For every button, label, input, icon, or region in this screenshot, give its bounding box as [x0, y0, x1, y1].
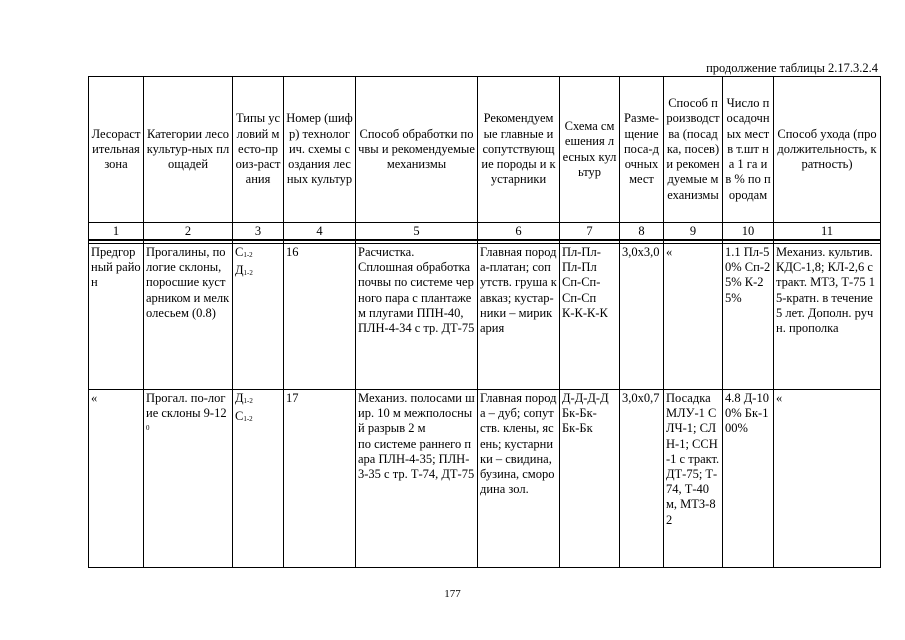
condition-code: Д1-2: [235, 391, 253, 405]
soil-line: по системе раннего пара ПЛН-4-35; ПЛН-3-35 с тр. Т-74, ДТ-75: [358, 436, 475, 482]
zone-cell: «: [89, 390, 144, 568]
header-count: Число посадочных мест в т.шт на 1 га и в % по породам: [723, 77, 774, 223]
column-number: 8: [620, 223, 664, 241]
care-cell: «: [774, 390, 881, 568]
column-number: 6: [478, 223, 560, 241]
mixing-cell: [560, 390, 620, 568]
header-placement: Разме-щение поса-дочных мест: [620, 77, 664, 223]
header-category: Категории лесокультур-ных площадей: [144, 77, 233, 223]
conditions-cell: [233, 244, 284, 390]
column-number: 9: [664, 223, 723, 241]
mixing-line: Бк-Бк-: [562, 406, 597, 421]
header-scheme-no: Номер (шифр) технологич. схемы создания лесных культур: [284, 77, 356, 223]
table-row: [89, 244, 881, 390]
count-cell: 4.8 Д-100% Бк-100%: [723, 390, 774, 568]
table-caption: продолжение таблицы 2.17.3.2.4: [706, 61, 878, 75]
header-conditions: Типы условий место-произ-растания: [233, 77, 284, 223]
mixing-line: К-К-К-К: [562, 305, 608, 320]
column-number: 11: [774, 223, 881, 241]
header-zone: Лесорастительная зона: [89, 77, 144, 223]
count-cell: 1.1 Пл-50% Сп-25% К-25%: [723, 244, 774, 390]
header-soil: Способ обработки почвы и рекомендуемые механизмы: [356, 77, 478, 223]
header-mixing: Схема смешения лесных культур: [560, 77, 620, 223]
conditions-cell: [233, 390, 284, 568]
scheme-no-cell: 17: [284, 390, 356, 568]
mixing-line: Пл-Пл-: [562, 245, 601, 259]
forestry-table: [88, 76, 881, 568]
category-cell: Прогалины, пологие склоны, поросшие кустарником и мелколесьем (0.8): [144, 244, 233, 390]
header-row: [89, 77, 881, 223]
condition-code: С1-2: [235, 245, 253, 259]
zone-cell: Предгорный район: [89, 244, 144, 390]
soil-line: Расчистка.: [358, 245, 415, 259]
care-cell: Механиз. культив. КДС-1,8; КЛ-2,6 с тракт. МТЗ, Т-75 15-кратн. в течение 5 лет. Дополн. ручн. прополка: [774, 244, 881, 390]
species-cell: Главная порода-платан; сопутств. груша кавказ; кустар-ники – мирикария: [478, 244, 560, 390]
soil-line: Механиз. полосами шир. 10 м межполосный разрыв 2 м: [358, 391, 475, 436]
mixing-line: Сп-Сп-: [562, 275, 601, 290]
soil-cell: [356, 244, 478, 390]
column-number: 7: [560, 223, 620, 241]
table-row: [89, 390, 881, 568]
species-cell: Главная порода – дуб; сопутств. клены, ясень; кустарники – свидина, бузина, смородина зол.: [478, 390, 560, 568]
header-species: Рекомендуемые главные и сопутствующие породы и кустарники: [478, 77, 560, 223]
mixing-line: Д-Д-Д-Д: [562, 391, 609, 405]
condition-code: С1-2: [235, 409, 253, 424]
production-cell: «: [664, 244, 723, 390]
header-production: Способ производства (посадка, посев) и рекомендуемые механизмы: [664, 77, 723, 223]
mixing-line: Пл-Пл: [562, 260, 597, 275]
column-number: 1: [89, 223, 144, 241]
condition-code: Д1-2: [235, 263, 253, 278]
column-number: 10: [723, 223, 774, 241]
production-cell: Посадка МЛУ-1 СЛЧ-1; СЛН-1; ССН-1 с тракт. ДТ-75; Т-74, Т-40м, МТЗ-82: [664, 390, 723, 568]
column-number-row: [89, 223, 881, 241]
soil-cell: [356, 390, 478, 568]
mixing-line: Сп-Сп: [562, 290, 597, 305]
mixing-cell: [560, 244, 620, 390]
category-cell: Прогал. по-логие склоны $9-12^0$: [144, 390, 233, 568]
column-number: 4: [284, 223, 356, 241]
soil-line: Сплошная обработка почвы по системе черного пара с плантажем плугами ППН-40, ПЛН-4-34 с тр. ДТ-75: [358, 260, 475, 336]
mixing-line: Бк-Бк: [562, 421, 593, 436]
column-number: 2: [144, 223, 233, 241]
scheme-no-cell: 16: [284, 244, 356, 390]
placement-cell: 3,0х0,7: [620, 390, 664, 568]
column-number: 3: [233, 223, 284, 241]
page-number: 177: [444, 588, 461, 600]
placement-cell: 3,0х3,0: [620, 244, 664, 390]
column-number: 5: [356, 223, 478, 241]
header-care: Способ ухода (продолжительность, кратность): [774, 77, 881, 223]
